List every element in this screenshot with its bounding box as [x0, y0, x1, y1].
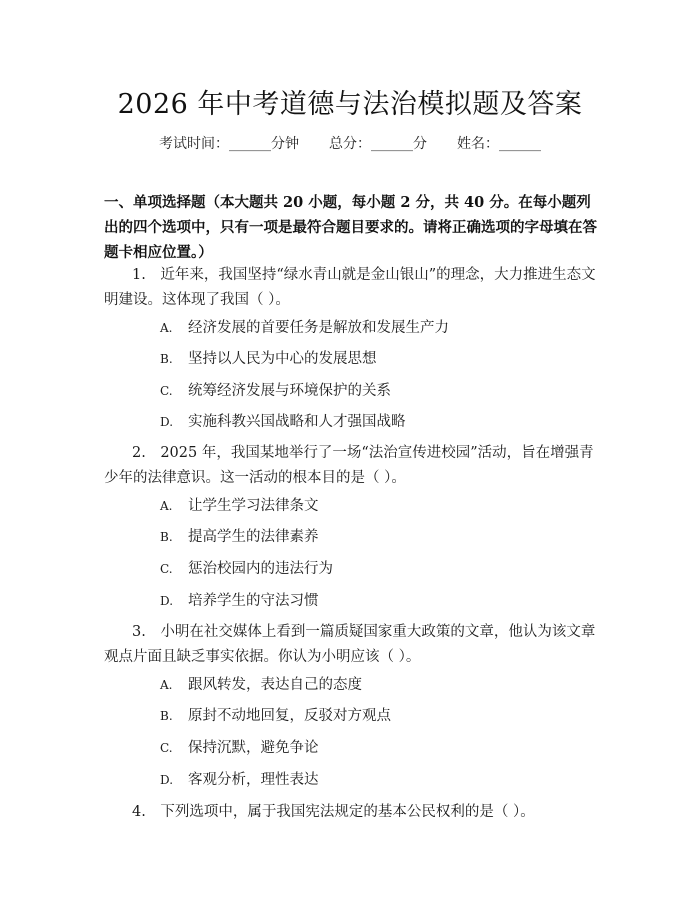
- option-letter: B.: [160, 530, 173, 544]
- section-heading: 一、单项选择题（本大题共 20 小题，每小题 2 分，共 40 分。在每小题列出的四个选项中，只有一项是最符合题目要求的。请将正确选项的字母填在答题卡相应位置。）: [104, 194, 597, 261]
- option-item: [160, 348, 377, 370]
- option-text: 保持沉默，避免争论: [188, 740, 319, 756]
- option-text: 惩治校园内的违法行为: [188, 561, 333, 577]
- option-letter: A.: [160, 321, 173, 335]
- option-letter: C.: [160, 562, 173, 576]
- option-item: [160, 705, 391, 727]
- option-letter: D.: [160, 415, 174, 429]
- option-letter: A.: [160, 499, 173, 513]
- option-letter: B.: [160, 709, 173, 723]
- option-item: [160, 590, 319, 612]
- option-text: 统筹经济发展与环境保护的关系: [188, 383, 391, 399]
- question-stem: 2. 2025 年，我国某地举行了一场“法治宣传进校园”活动，旨在增强青少年的法律意识。这一活动的根本目的是（ ）。: [104, 445, 594, 486]
- option-text: 客观分析，理性表达: [188, 772, 319, 788]
- option-letter: D.: [160, 773, 174, 787]
- option-letter: A.: [160, 678, 173, 692]
- option-item: [160, 526, 319, 548]
- option-text: 坚持以人民为中心的发展思想: [188, 351, 377, 367]
- option-letter: B.: [160, 352, 173, 366]
- option-item: [160, 674, 362, 696]
- option-item: [160, 769, 319, 791]
- option-letter: C.: [160, 384, 173, 398]
- option-item: [160, 558, 333, 580]
- option-text: 培养学生的守法习惯: [188, 593, 319, 609]
- option-text: 跟风转发，表达自己的态度: [188, 677, 362, 693]
- option-item: [160, 411, 406, 433]
- option-text: 经济发展的首要任务是解放和发展生产力: [188, 320, 449, 336]
- option-letter: C.: [160, 741, 173, 755]
- question-stem: 1. 近年来，我国坚持“绿水青山就是金山银山”的理念，大力推进生态文明建设。这体现了我国（ ）。: [104, 267, 596, 308]
- exam-time-field: 考试时间：______分钟: [159, 136, 299, 152]
- question-stem: 3. 小明在社交媒体上看到一篇质疑国家重大政策的文章，他认为该文章观点片面且缺乏事实依据。你认为小明应该（ ）。: [104, 624, 596, 665]
- total-score-field: 总分：______分: [329, 136, 427, 152]
- page-title: 2026 年中考道德与法治模拟题及答案: [117, 89, 583, 120]
- student-name-field: 姓名：______: [457, 136, 541, 152]
- option-text: 让学生学习法律条文: [188, 498, 319, 514]
- option-item: [160, 737, 319, 759]
- option-item: [160, 317, 449, 339]
- option-text: 原封不动地回复，反驳对方观点: [188, 708, 391, 724]
- question-stem: 4. 下列选项中，属于我国宪法规定的基本公民权利的是（ ）。: [132, 804, 535, 820]
- exam-meta: [0, 133, 700, 153]
- option-letter: D.: [160, 594, 174, 608]
- option-text: 实施科教兴国战略和人才强国战略: [188, 414, 406, 430]
- option-text: 提高学生的法律素养: [188, 529, 319, 545]
- option-item: [160, 495, 319, 517]
- option-item: [160, 380, 391, 402]
